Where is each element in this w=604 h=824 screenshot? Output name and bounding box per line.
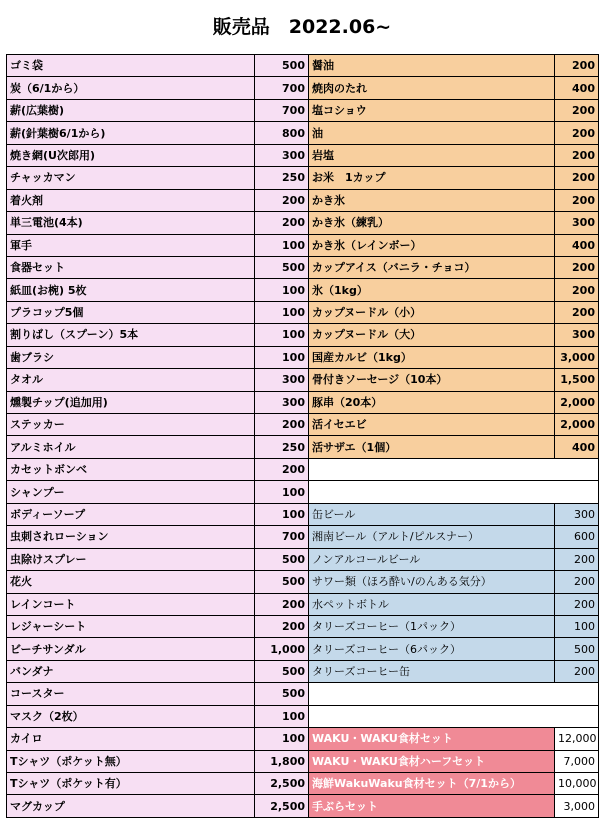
right-item-name: 活イセエビ: [309, 414, 555, 436]
left-item-name: チャッカマン: [7, 167, 255, 189]
right-item-price: 300: [555, 324, 599, 346]
right-item-name: WAKU・WAKU食材セット: [309, 728, 555, 750]
right-item-name: 海鮮WakuWaku食材セット（7/1から）: [309, 773, 555, 795]
left-item-price: 100: [255, 301, 309, 323]
table-row: [7, 122, 599, 144]
right-item-price: 3,000: [555, 795, 599, 818]
right-item-name: 国産カルビ（1kg）: [309, 346, 555, 368]
left-item-price: 250: [255, 436, 309, 458]
right-item-name: 湘南ビール（アルト/ピルスナー）: [309, 526, 555, 548]
left-item-price: 800: [255, 122, 309, 144]
left-item-price: 500: [255, 548, 309, 570]
left-item-price: 100: [255, 279, 309, 301]
right-item-price: 7,000: [555, 750, 599, 772]
table-row: [7, 571, 599, 593]
table-row: [7, 77, 599, 99]
right-item-name: [309, 683, 555, 705]
right-item-name: 水ペットボトル: [309, 593, 555, 615]
table-row: [7, 728, 599, 750]
left-item-price: 700: [255, 526, 309, 548]
right-item-name: お米 1カップ: [309, 167, 555, 189]
table-row: [7, 391, 599, 413]
left-item-name: カセットボンベ: [7, 458, 255, 480]
right-item-price: 1,500: [555, 369, 599, 391]
left-item-price: 500: [255, 660, 309, 682]
right-item-price: 2,000: [555, 414, 599, 436]
right-item-price: 3,000: [555, 346, 599, 368]
right-item-name: [309, 705, 555, 727]
table-row: [7, 481, 599, 503]
right-item-name: 焼肉のたれ: [309, 77, 555, 99]
left-item-price: 200: [255, 414, 309, 436]
left-item-price: 1,800: [255, 750, 309, 772]
left-item-name: アルミホイル: [7, 436, 255, 458]
left-item-price: 500: [255, 683, 309, 705]
left-item-name: Tシャツ（ポケット無）: [7, 750, 255, 772]
left-item-name: ボディーソープ: [7, 503, 255, 525]
left-item-price: 2,500: [255, 795, 309, 818]
left-item-name: 割りばし（スプーン）5本: [7, 324, 255, 346]
right-item-name: タリーズコーヒー（6パック）: [309, 638, 555, 660]
right-item-name: ノンアルコールビール: [309, 548, 555, 570]
table-row: [7, 279, 599, 301]
right-item-price: 200: [555, 548, 599, 570]
left-item-price: 100: [255, 705, 309, 727]
table-row: [7, 615, 599, 637]
right-item-name: かき氷（練乳）: [309, 212, 555, 234]
left-item-price: 200: [255, 189, 309, 211]
right-item-price: 500: [555, 638, 599, 660]
left-item-name: Tシャツ（ポケット有）: [7, 773, 255, 795]
right-item-name: 活サザエ（1個）: [309, 436, 555, 458]
right-item-name: 豚串（20本）: [309, 391, 555, 413]
left-item-name: 紙皿(お椀) 5枚: [7, 279, 255, 301]
right-item-price: 200: [555, 593, 599, 615]
right-item-name: [309, 458, 555, 480]
left-item-price: 700: [255, 77, 309, 99]
right-item-name: 骨付きソーセージ（10本）: [309, 369, 555, 391]
left-item-name: バンダナ: [7, 660, 255, 682]
right-item-price: 200: [555, 167, 599, 189]
right-item-price: 400: [555, 234, 599, 256]
left-item-price: 500: [255, 571, 309, 593]
right-item-price: 400: [555, 77, 599, 99]
table-row: [7, 414, 599, 436]
right-item-price: [555, 683, 599, 705]
table-row: [7, 301, 599, 323]
table-row: [7, 144, 599, 166]
right-item-price: 200: [555, 189, 599, 211]
left-item-price: 250: [255, 167, 309, 189]
left-item-name: タオル: [7, 369, 255, 391]
right-item-name: 塩コショウ: [309, 99, 555, 121]
left-item-name: 歯ブラシ: [7, 346, 255, 368]
right-item-price: 200: [555, 99, 599, 121]
right-item-name: 手ぶらセット: [309, 795, 555, 818]
left-item-name: ビーチサンダル: [7, 638, 255, 660]
table-row: [7, 660, 599, 682]
left-item-price: 100: [255, 481, 309, 503]
table-row: [7, 55, 599, 77]
right-item-name: WAKU・WAKU食材ハーフセット: [309, 750, 555, 772]
right-item-price: 200: [555, 279, 599, 301]
table-row: [7, 503, 599, 525]
table-row: [7, 212, 599, 234]
left-item-name: 焼き網(U次郎用): [7, 144, 255, 166]
table-row: [7, 189, 599, 211]
left-item-name: 虫刺されローション: [7, 526, 255, 548]
left-item-name: ステッカー: [7, 414, 255, 436]
right-item-price: 200: [555, 571, 599, 593]
table-row: [7, 750, 599, 772]
right-item-price: 200: [555, 122, 599, 144]
left-item-price: 200: [255, 458, 309, 480]
left-item-name: プラコップ5個: [7, 301, 255, 323]
right-item-price: 12,000: [555, 728, 599, 750]
right-item-name: カップヌードル（小）: [309, 301, 555, 323]
right-item-price: 400: [555, 436, 599, 458]
right-item-price: 200: [555, 256, 599, 278]
table-row: [7, 346, 599, 368]
left-item-price: 100: [255, 324, 309, 346]
left-item-name: マグカップ: [7, 795, 255, 818]
right-item-price: [555, 458, 599, 480]
right-item-name: タリーズコーヒー缶: [309, 660, 555, 682]
left-item-price: 100: [255, 234, 309, 256]
right-item-price: 10,000: [555, 773, 599, 795]
page-title: 販売品 2022.06~: [212, 16, 392, 38]
right-item-name: かき氷（レインボー）: [309, 234, 555, 256]
right-item-name: カップヌードル（大）: [309, 324, 555, 346]
left-item-price: 500: [255, 55, 309, 77]
right-item-price: [555, 481, 599, 503]
right-item-price: 600: [555, 526, 599, 548]
right-item-name: サワー類（ほろ酔い/のんある気分）: [309, 571, 555, 593]
left-item-name: 炭（6/1から）: [7, 77, 255, 99]
left-item-name: 単三電池(4本): [7, 212, 255, 234]
left-item-price: 200: [255, 212, 309, 234]
right-item-price: 200: [555, 55, 599, 77]
table-row: [7, 324, 599, 346]
left-item-name: 着火剤: [7, 189, 255, 211]
right-item-name: カップアイス（バニラ・チョコ）: [309, 256, 555, 278]
left-item-price: 300: [255, 369, 309, 391]
right-item-price: 200: [555, 144, 599, 166]
table-row: [7, 705, 599, 727]
right-item-name: [309, 481, 555, 503]
left-item-price: 100: [255, 728, 309, 750]
table-row: [7, 773, 599, 795]
table-row: [7, 795, 599, 818]
left-item-name: 燻製チップ(追加用): [7, 391, 255, 413]
right-item-price: 200: [555, 301, 599, 323]
left-item-name: ゴミ袋: [7, 55, 255, 77]
price-table: [6, 54, 599, 818]
left-item-price: 100: [255, 346, 309, 368]
left-item-price: 500: [255, 256, 309, 278]
left-item-price: 100: [255, 503, 309, 525]
table-row: [7, 526, 599, 548]
table-row: [7, 234, 599, 256]
left-item-name: 虫除けスプレー: [7, 548, 255, 570]
left-item-price: 200: [255, 593, 309, 615]
left-item-price: 1,000: [255, 638, 309, 660]
table-row: [7, 638, 599, 660]
right-item-price: 300: [555, 503, 599, 525]
left-item-name: レジャーシート: [7, 615, 255, 637]
left-item-name: コースター: [7, 683, 255, 705]
right-item-name: 醤油: [309, 55, 555, 77]
left-item-price: 300: [255, 144, 309, 166]
table-row: [7, 436, 599, 458]
left-item-name: 軍手: [7, 234, 255, 256]
right-item-name: タリーズコーヒー（1パック）: [309, 615, 555, 637]
left-item-price: 700: [255, 99, 309, 121]
table-row: [7, 593, 599, 615]
table-row: [7, 369, 599, 391]
right-item-name: 缶ビール: [309, 503, 555, 525]
left-item-name: カイロ: [7, 728, 255, 750]
table-row: [7, 458, 599, 480]
left-item-name: 薪(針葉樹6/1から): [7, 122, 255, 144]
right-item-price: 200: [555, 660, 599, 682]
table-row: [7, 167, 599, 189]
right-item-name: 氷（1kg）: [309, 279, 555, 301]
left-item-name: シャンプー: [7, 481, 255, 503]
right-item-name: 油: [309, 122, 555, 144]
left-item-name: 食器セット: [7, 256, 255, 278]
right-item-price: 300: [555, 212, 599, 234]
left-item-price: 300: [255, 391, 309, 413]
left-item-name: マスク（2枚）: [7, 705, 255, 727]
left-item-name: レインコート: [7, 593, 255, 615]
table-row: [7, 99, 599, 121]
right-item-price: 2,000: [555, 391, 599, 413]
right-item-name: かき氷: [309, 189, 555, 211]
left-item-name: 花火: [7, 571, 255, 593]
right-item-price: [555, 705, 599, 727]
table-row: [7, 683, 599, 705]
right-item-price: 100: [555, 615, 599, 637]
left-item-price: 2,500: [255, 773, 309, 795]
table-row: [7, 548, 599, 570]
right-item-name: 岩塩: [309, 144, 555, 166]
table-row: [7, 256, 599, 278]
left-item-name: 薪(広葉樹): [7, 99, 255, 121]
left-item-price: 200: [255, 615, 309, 637]
